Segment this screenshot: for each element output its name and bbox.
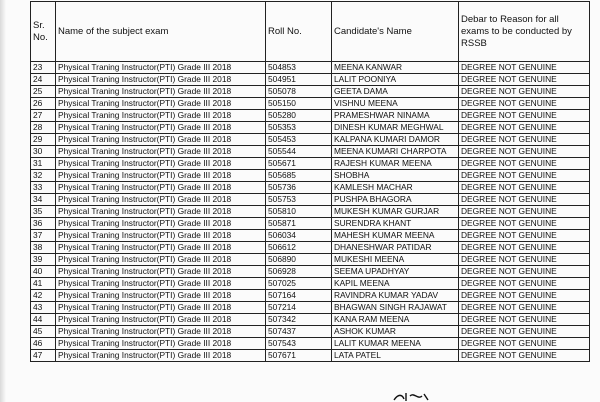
cell-sr-no: 45 (31, 326, 56, 338)
cell-candidate-name: LALIT POONIYA (332, 74, 459, 86)
table-row (31, 230, 590, 242)
cell-subject-exam: Physical Traning Instructor(PTI) Grade III 2018 (56, 206, 266, 218)
cell-candidate-name: SURENDRA KHANT (332, 218, 459, 230)
cell-roll-no: 507543 (266, 338, 332, 350)
cell-candidate-name: SHOBHA (332, 170, 459, 182)
cell-roll-no: 507342 (266, 314, 332, 326)
cell-sr-no: 43 (31, 302, 56, 314)
handwritten-signature-mark (392, 390, 432, 402)
table-row (31, 74, 590, 86)
cell-sr-no: 24 (31, 74, 56, 86)
cell-candidate-name: LALIT KUMAR MEENA (332, 338, 459, 350)
cell-candidate-name: MUKESH KUMAR GURJAR (332, 206, 459, 218)
cell-sr-no: 41 (31, 278, 56, 290)
cell-subject-exam: Physical Traning Instructor(PTI) Grade III 2018 (56, 182, 266, 194)
cell-subject-exam: Physical Traning Instructor(PTI) Grade III 2018 (56, 62, 266, 74)
cell-roll-no: 507025 (266, 278, 332, 290)
cell-roll-no: 506890 (266, 254, 332, 266)
cell-candidate-name: PRAMESHWAR NINAMA (332, 110, 459, 122)
cell-debar-reason: DEGREE NOT GENUINE (459, 134, 590, 146)
cell-subject-exam: Physical Traning Instructor(PTI) Grade III 2018 (56, 146, 266, 158)
cell-sr-no: 37 (31, 230, 56, 242)
cell-subject-exam: Physical Traning Instructor(PTI) Grade III 2018 (56, 134, 266, 146)
cell-subject-exam: Physical Traning Instructor(PTI) Grade III 2018 (56, 74, 266, 86)
cell-subject-exam: Physical Traning Instructor(PTI) Grade III 2018 (56, 242, 266, 254)
table-body (31, 62, 590, 362)
table-row (31, 170, 590, 182)
cell-candidate-name: KAPIL MEENA (332, 278, 459, 290)
cell-sr-no: 46 (31, 338, 56, 350)
cell-candidate-name: PUSHPA BHAGORA (332, 194, 459, 206)
cell-debar-reason: DEGREE NOT GENUINE (459, 122, 590, 134)
table-row (31, 314, 590, 326)
table-row (31, 110, 590, 122)
cell-sr-no: 26 (31, 98, 56, 110)
cell-sr-no: 38 (31, 242, 56, 254)
header-roll-no: Roll No. (266, 2, 332, 62)
cell-subject-exam: Physical Traning Instructor(PTI) Grade III 2018 (56, 314, 266, 326)
cell-roll-no: 506612 (266, 242, 332, 254)
cell-roll-no: 505685 (266, 170, 332, 182)
cell-candidate-name: MAHESH KUMAR MEENA (332, 230, 459, 242)
cell-roll-no: 505810 (266, 206, 332, 218)
cell-sr-no: 40 (31, 266, 56, 278)
cell-roll-no: 505150 (266, 98, 332, 110)
cell-subject-exam: Physical Traning Instructor(PTI) Grade III 2018 (56, 98, 266, 110)
table-header-row (31, 2, 590, 62)
cell-sr-no: 31 (31, 158, 56, 170)
table-row (31, 134, 590, 146)
table-row (31, 98, 590, 110)
cell-debar-reason: DEGREE NOT GENUINE (459, 302, 590, 314)
cell-subject-exam: Physical Traning Instructor(PTI) Grade III 2018 (56, 110, 266, 122)
cell-candidate-name: RAVINDRA KUMAR YADAV (332, 290, 459, 302)
cell-debar-reason: DEGREE NOT GENUINE (459, 266, 590, 278)
table-row (31, 86, 590, 98)
cell-roll-no: 505078 (266, 86, 332, 98)
cell-sr-no: 35 (31, 206, 56, 218)
cell-subject-exam: Physical Traning Instructor(PTI) Grade III 2018 (56, 338, 266, 350)
cell-candidate-name: DINESH KUMAR MEGHWAL (332, 122, 459, 134)
cell-roll-no: 506034 (266, 230, 332, 242)
cell-candidate-name: MUKESHI MEENA (332, 254, 459, 266)
table-row (31, 326, 590, 338)
cell-debar-reason: DEGREE NOT GENUINE (459, 326, 590, 338)
table-row (31, 62, 590, 74)
table-row (31, 194, 590, 206)
cell-sr-no: 32 (31, 170, 56, 182)
table-row (31, 266, 590, 278)
table-row (31, 146, 590, 158)
cell-sr-no: 25 (31, 86, 56, 98)
cell-roll-no: 505871 (266, 218, 332, 230)
table-row (31, 350, 590, 362)
cell-debar-reason: DEGREE NOT GENUINE (459, 62, 590, 74)
cell-debar-reason: DEGREE NOT GENUINE (459, 278, 590, 290)
cell-subject-exam: Physical Traning Instructor(PTI) Grade III 2018 (56, 326, 266, 338)
cell-candidate-name: BHAGWAN SINGH RAJAWAT (332, 302, 459, 314)
table-row (31, 302, 590, 314)
cell-debar-reason: DEGREE NOT GENUINE (459, 314, 590, 326)
cell-sr-no: 30 (31, 146, 56, 158)
header-candidate-name: Candidate's Name (332, 2, 459, 62)
cell-subject-exam: Physical Traning Instructor(PTI) Grade III 2018 (56, 266, 266, 278)
table-row (31, 242, 590, 254)
cell-debar-reason: DEGREE NOT GENUINE (459, 290, 590, 302)
cell-subject-exam: Physical Traning Instructor(PTI) Grade III 2018 (56, 86, 266, 98)
cell-sr-no: 34 (31, 194, 56, 206)
cell-roll-no: 505753 (266, 194, 332, 206)
cell-debar-reason: DEGREE NOT GENUINE (459, 350, 590, 362)
table-row (31, 278, 590, 290)
cell-debar-reason: DEGREE NOT GENUINE (459, 242, 590, 254)
table-row (31, 254, 590, 266)
cell-debar-reason: DEGREE NOT GENUINE (459, 74, 590, 86)
cell-candidate-name: KANA RAM MEENA (332, 314, 459, 326)
cell-subject-exam: Physical Traning Instructor(PTI) Grade III 2018 (56, 302, 266, 314)
cell-sr-no: 28 (31, 122, 56, 134)
cell-roll-no: 506928 (266, 266, 332, 278)
cell-roll-no: 507164 (266, 290, 332, 302)
cell-roll-no: 507437 (266, 326, 332, 338)
cell-debar-reason: DEGREE NOT GENUINE (459, 206, 590, 218)
table-row (31, 206, 590, 218)
cell-debar-reason: DEGREE NOT GENUINE (459, 194, 590, 206)
cell-sr-no: 29 (31, 134, 56, 146)
cell-roll-no: 505353 (266, 122, 332, 134)
cell-roll-no: 505544 (266, 146, 332, 158)
header-sr-no: Sr. No. (31, 2, 56, 62)
header-subject-exam: Name of the subject exam (56, 2, 266, 62)
cell-candidate-name: DHANESHWAR PATIDAR (332, 242, 459, 254)
cell-debar-reason: DEGREE NOT GENUINE (459, 146, 590, 158)
cell-roll-no: 505280 (266, 110, 332, 122)
cell-sr-no: 47 (31, 350, 56, 362)
cell-candidate-name: ASHOK KUMAR (332, 326, 459, 338)
page-edge-shadow (0, 0, 6, 402)
table-row (31, 290, 590, 302)
cell-subject-exam: Physical Traning Instructor(PTI) Grade III 2018 (56, 290, 266, 302)
cell-debar-reason: DEGREE NOT GENUINE (459, 98, 590, 110)
cell-candidate-name: KAMLESH MACHAR (332, 182, 459, 194)
cell-roll-no: 504853 (266, 62, 332, 74)
cell-roll-no: 507671 (266, 350, 332, 362)
cell-subject-exam: Physical Traning Instructor(PTI) Grade III 2018 (56, 194, 266, 206)
cell-roll-no: 505671 (266, 158, 332, 170)
cell-candidate-name: SEEMA UPADHYAY (332, 266, 459, 278)
cell-debar-reason: DEGREE NOT GENUINE (459, 338, 590, 350)
cell-candidate-name: MEENA KUMARI CHARPOTA (332, 146, 459, 158)
cell-subject-exam: Physical Traning Instructor(PTI) Grade III 2018 (56, 122, 266, 134)
cell-subject-exam: Physical Traning Instructor(PTI) Grade III 2018 (56, 218, 266, 230)
cell-debar-reason: DEGREE NOT GENUINE (459, 170, 590, 182)
cell-roll-no: 504951 (266, 74, 332, 86)
cell-candidate-name: MEENA KANWAR (332, 62, 459, 74)
cell-roll-no: 505736 (266, 182, 332, 194)
table-row (31, 158, 590, 170)
cell-debar-reason: DEGREE NOT GENUINE (459, 218, 590, 230)
cell-candidate-name: KALPANA KUMARI DAMOR (332, 134, 459, 146)
header-debar-reason: Debar to Reason for all exams to be conducted by RSSB (459, 2, 590, 62)
cell-subject-exam: Physical Traning Instructor(PTI) Grade III 2018 (56, 350, 266, 362)
debarred-candidates-table (30, 1, 590, 362)
cell-debar-reason: DEGREE NOT GENUINE (459, 230, 590, 242)
cell-debar-reason: DEGREE NOT GENUINE (459, 110, 590, 122)
cell-candidate-name: RAJESH KUMAR MEENA (332, 158, 459, 170)
cell-sr-no: 42 (31, 290, 56, 302)
cell-candidate-name: VISHNU MEENA (332, 98, 459, 110)
cell-debar-reason: DEGREE NOT GENUINE (459, 86, 590, 98)
table-row (31, 218, 590, 230)
cell-sr-no: 39 (31, 254, 56, 266)
cell-sr-no: 27 (31, 110, 56, 122)
cell-subject-exam: Physical Traning Instructor(PTI) Grade III 2018 (56, 278, 266, 290)
cell-roll-no: 505453 (266, 134, 332, 146)
table-row (31, 182, 590, 194)
cell-debar-reason: DEGREE NOT GENUINE (459, 158, 590, 170)
cell-candidate-name: GEETA DAMA (332, 86, 459, 98)
cell-debar-reason: DEGREE NOT GENUINE (459, 254, 590, 266)
cell-subject-exam: Physical Traning Instructor(PTI) Grade III 2018 (56, 158, 266, 170)
cell-subject-exam: Physical Traning Instructor(PTI) Grade III 2018 (56, 254, 266, 266)
cell-sr-no: 33 (31, 182, 56, 194)
cell-subject-exam: Physical Traning Instructor(PTI) Grade III 2018 (56, 170, 266, 182)
cell-roll-no: 507214 (266, 302, 332, 314)
cell-candidate-name: LATA PATEL (332, 350, 459, 362)
cell-sr-no: 44 (31, 314, 56, 326)
cell-sr-no: 23 (31, 62, 56, 74)
table-row (31, 338, 590, 350)
cell-debar-reason: DEGREE NOT GENUINE (459, 182, 590, 194)
cell-sr-no: 36 (31, 218, 56, 230)
table-row (31, 122, 590, 134)
cell-subject-exam: Physical Traning Instructor(PTI) Grade III 2018 (56, 230, 266, 242)
